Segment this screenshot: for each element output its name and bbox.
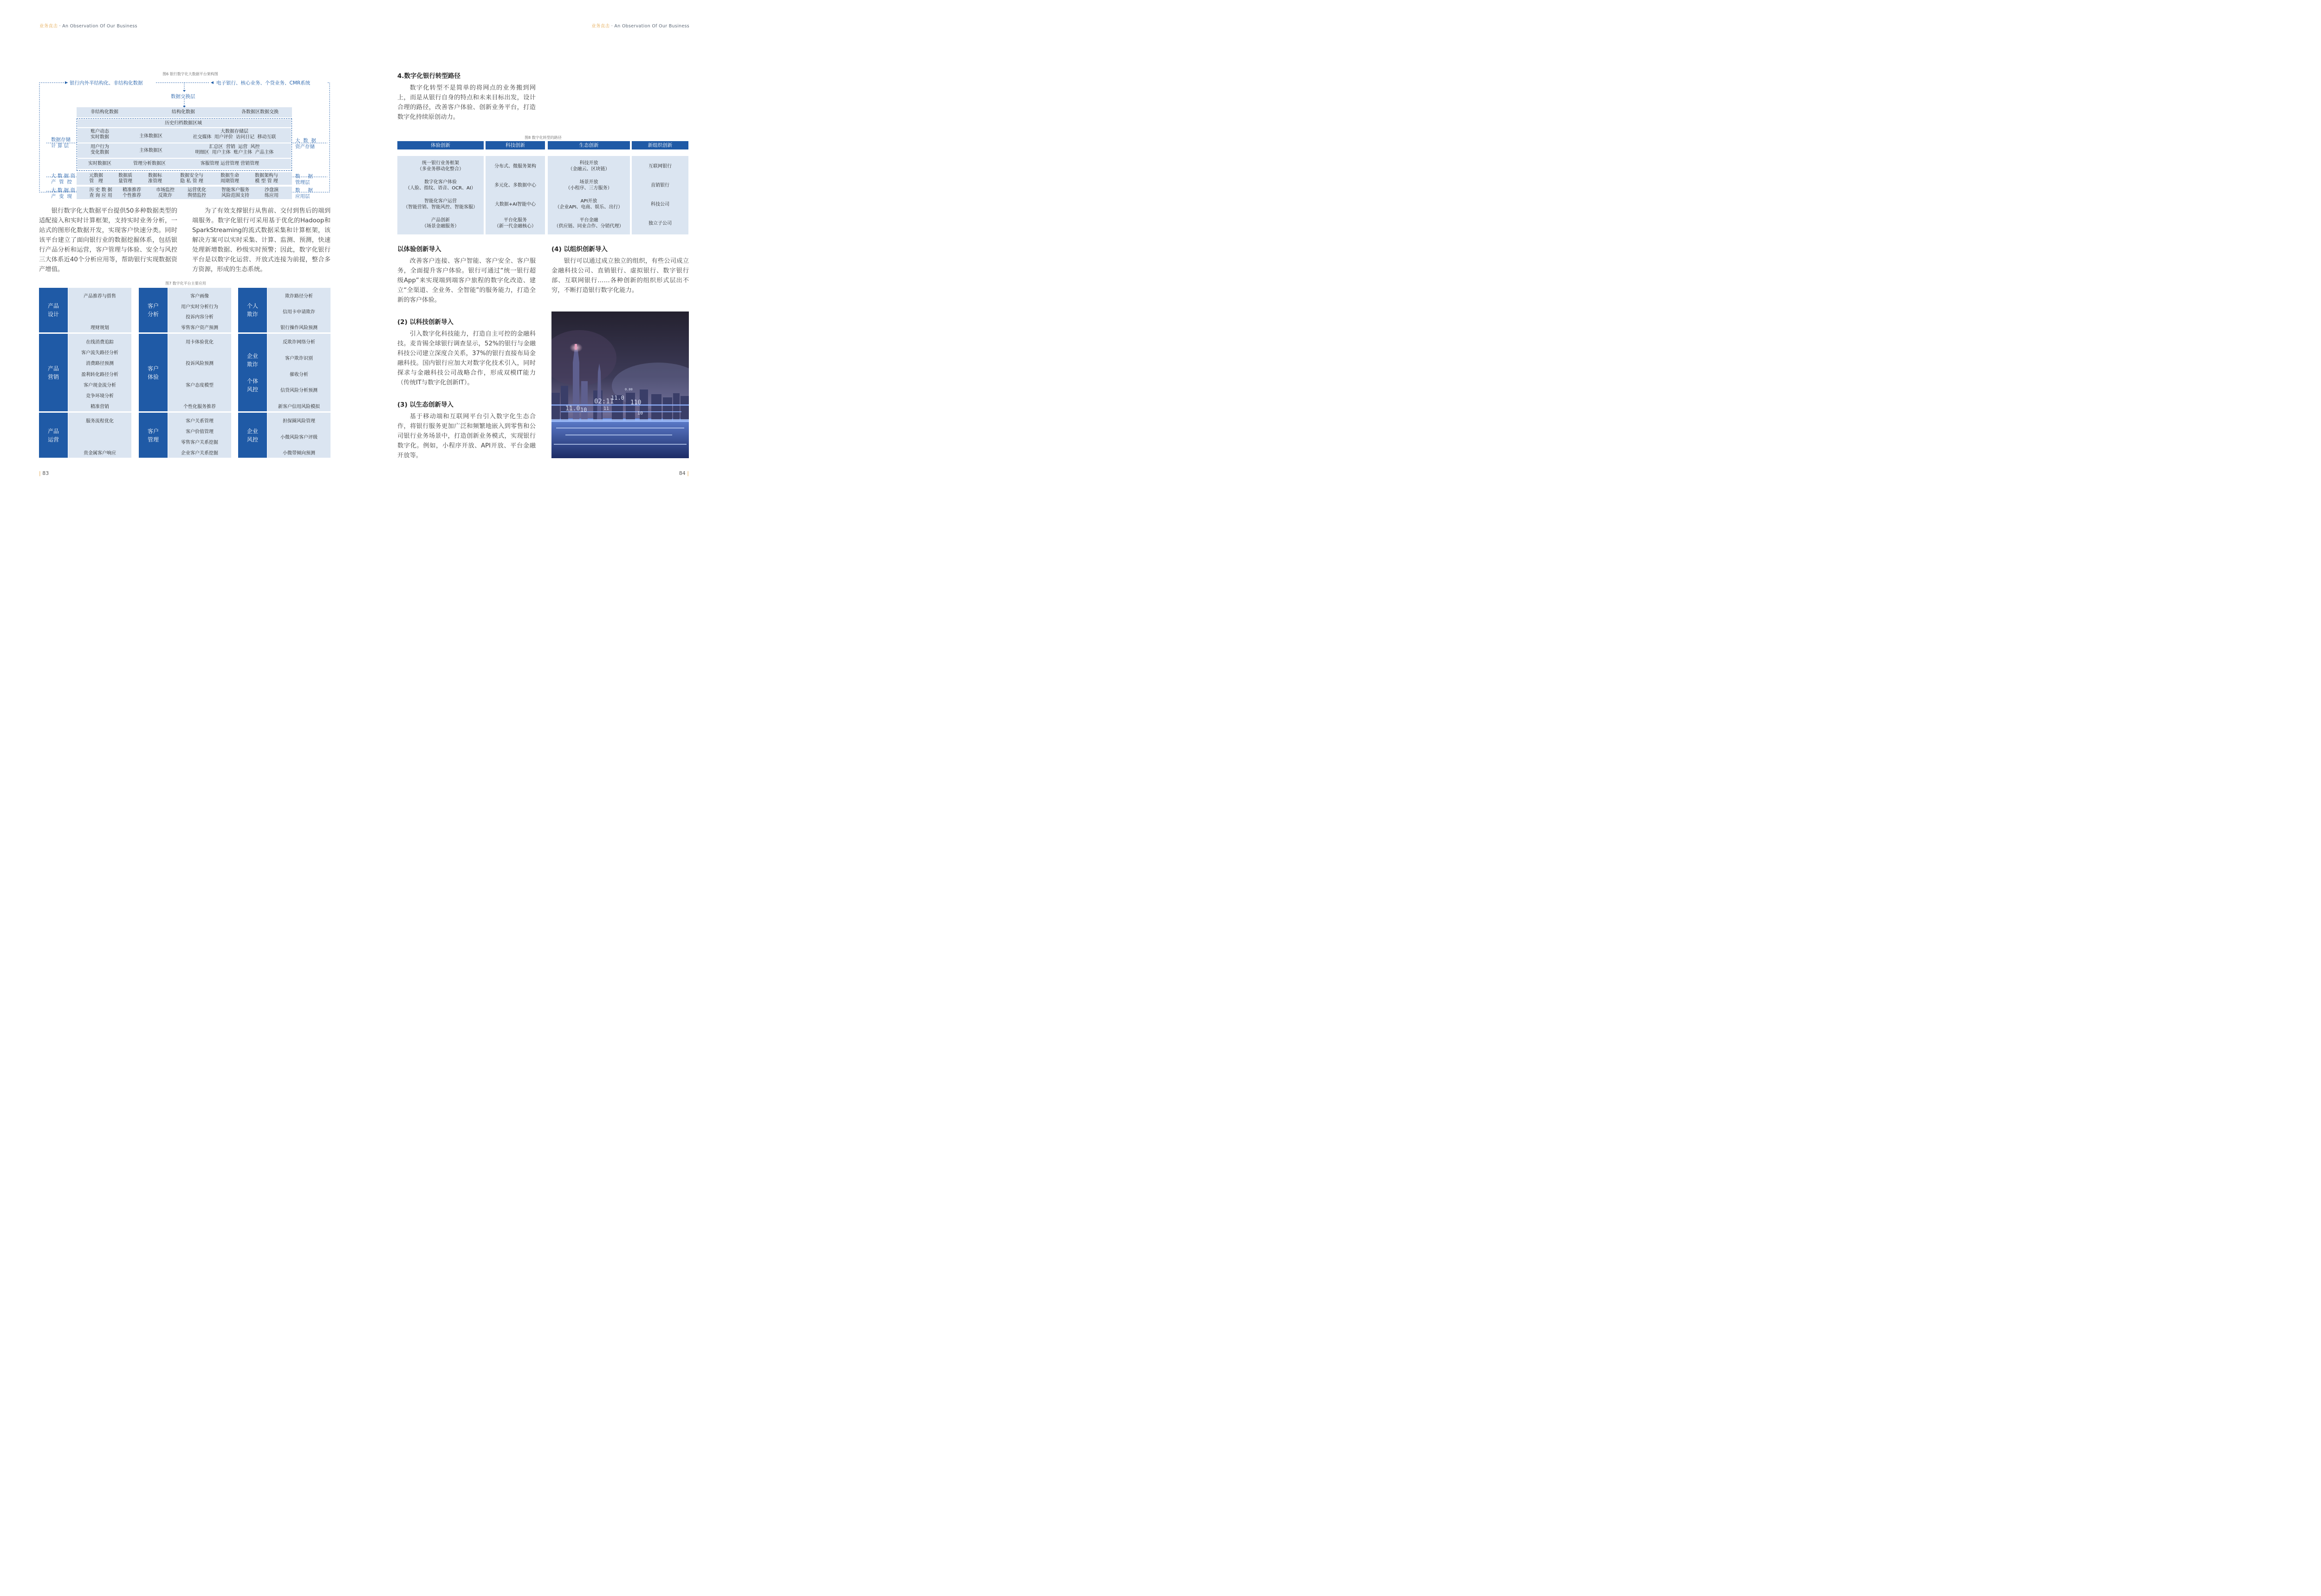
fig6-cell: 管理分析数据区 [133, 161, 166, 166]
app-item: 银行操作风险预测 [280, 325, 318, 331]
heading-4: (4) 以组织创新导入 [551, 246, 608, 253]
app-item: 客户价值管理 [186, 429, 214, 435]
fig8-item: 大数据+AI智能中心 [494, 202, 536, 207]
app-item: 信用卡申请欺诈 [283, 310, 315, 315]
fig6-cell: 主体数据区 [139, 134, 162, 139]
app-items-box [168, 334, 231, 411]
fig6-right-label-3: 数 据 应用层 [295, 188, 313, 199]
fig6-cell: 智能客户服务 风险范围支持 [221, 188, 249, 198]
app-category-label: 产品 设计 [39, 288, 68, 332]
app-item: 盈利转化路径分析 [81, 372, 118, 377]
fig7-caption: 图7 数字化平台主要应用 [165, 281, 206, 285]
app-item: 催收分析 [290, 372, 308, 377]
fig6-cell: 用户行为 变化数据 [91, 144, 109, 155]
fig6-right-label-2: 数 据 管理层 [295, 174, 313, 185]
app-item: 反欺诈网络分析 [283, 340, 315, 345]
app-category-label: 产品 营销 [39, 334, 68, 411]
app-item: 理财规划 [91, 325, 109, 331]
fig6-cell: 汇总区 营销 运营 风控 明细区 用户主体 账户主体 产品主体 [195, 144, 274, 155]
app-category-label: 客户 分析 [139, 288, 168, 332]
app-item: 新客户信用风险模拟 [278, 404, 320, 409]
fig6-cell: 运营优化 舆情监控 [188, 188, 206, 198]
fig8-item: API开放 （企业API、电商、娱乐、出行） [555, 199, 623, 210]
app-item: 客户欺诈识别 [285, 356, 313, 361]
fig8-item: 直销银行 [651, 183, 669, 188]
fig8-item: 独立子公司 [648, 221, 672, 226]
fig8-item: 数字化客户体验 （人脸、指纹、语音、OCR、AI） [405, 180, 476, 191]
photo-digit-overlay: 11.0 [565, 405, 580, 412]
photo-digit-overlay: 110 [630, 399, 642, 406]
fig6-cell: 非结构化数据 [91, 110, 118, 115]
app-item: 零售客户关系挖掘 [181, 440, 218, 445]
fig6-left-label-2: 大 数 据 资 产 管 控 [51, 173, 76, 185]
app-item: 产品推荐与搭售 [84, 294, 116, 299]
photo-digit-overlay: 10 [637, 411, 643, 416]
fig8-item: 科技开放 （金融云、区块链） [568, 161, 610, 172]
photo-digit-overlay: 11 [603, 406, 609, 411]
app-item: 客户画像 [190, 294, 209, 299]
fig6-cell: 数据质 量管理 [118, 173, 132, 184]
fig6-caption: 图6 银行数字化大数据平台架构图 [162, 72, 218, 76]
app-category-label: 个人 欺诈 [238, 288, 267, 332]
fig6-cell: 数据标 准管理 [148, 173, 162, 184]
app-category-label: 企业 欺诈 个体 风控 [238, 334, 267, 411]
fig6-cell: 市场监控 反欺诈 [156, 188, 175, 198]
app-item: 个性化服务推荐 [183, 404, 216, 409]
fig8-item: 平台金融 （供应链、同业合作、分销代理） [554, 218, 624, 229]
fig8-item: 多元化、多数据中心 [494, 183, 536, 188]
fig8-item: 智能化客户运营 （智能营销、智能风控、智能客服） [403, 199, 478, 210]
app-item: 用户实时分析行为 [181, 304, 218, 310]
fig8-item: 分布式、微服务架构 [494, 164, 536, 169]
fig8-header: 生态创新 [548, 141, 630, 149]
fig6-cell: 账户动态 实时数据 [91, 129, 109, 140]
app-item: 贵金属客户响应 [84, 451, 116, 456]
app-category-label: 客户 管理 [139, 413, 168, 458]
fig8-item: 互联网银行 [648, 164, 672, 169]
page-number-left: | 83 [39, 470, 49, 476]
fig6-cell: 数据架构与 模 型 管 理 [255, 173, 278, 184]
paragraph-4: 银行可以通过成立独立的组织，有些公司成立金融科技公司、直销银行、虚拟银行、数字银行部、互联网银行……各种创新的组织形式层出不穷，不断打造银行数字化能力。 [551, 258, 689, 294]
app-item: 用卡体验优化 [186, 340, 214, 345]
app-item: 投诉内容分析 [186, 315, 214, 320]
fig6-left-label-1: 数据存储 计 算 层 [51, 137, 71, 149]
photo-digit-overlay: 02:11 [594, 398, 614, 405]
fig6-cell: 实时数据区 [88, 161, 111, 166]
paragraph-2: 引入数字化科技能力，打造自主可控的金融科技。麦肯锡全球银行调查显示，52%的银行与金融科技公司建立深度合关系，37%的银行直接布局金融科技。国内银行应加大对数字化技术引入，同时探求与金融科技公司战略合作，形成双模IT能力（传统IT与数字化创新IT）。 [397, 331, 536, 386]
fig6-cell: 各数据区数据交换 [241, 110, 279, 115]
fig6-left-label-3: 大 数 据 资 产 变 现 [51, 188, 76, 199]
page-number-right: 84 | [679, 470, 689, 476]
app-item: 服务流程优化 [86, 419, 114, 424]
intro-paragraph: 数字化转型不是简单的将网点的业务搬到网上，而是从银行自身的特点和未来目标出发，设计合理的路径，改善客户体验、创新业务平台，打造数字化持续原创动力。 [397, 84, 536, 121]
fig8-item: 科技公司 [651, 202, 669, 207]
left-paragraph-2: 为了有效支撑银行从售前、交付到售后的端到端服务。数字化银行可采用基于优化的Hadoop和SparkStreaming的流式数据采集和计算框架，该解决方案可以实时采集、计算、监测、预测，快速处理新增数据、秒级实时预警；因此，数字化银行平台是以数字化运营、开放式连接为前提，整合多方资源，形成的生态系统。 [192, 208, 331, 273]
app-category-label: 客户 体验 [139, 334, 168, 411]
app-item: 消费路径预测 [86, 361, 114, 367]
left-paragraph-1: 银行数字化大数据平台提供50多种数据类型的适配接入和实时计算框架，支持实时业务分析，一站式的图形化数据开发，实现客户快速分类。同时该平台建立了面向银行业的数据挖掘体系，包括银行产品分析和运营，客户管理与体验、安全与风控三大体系近40个分析应用等，帮助银行实现数据资产增值。 [39, 208, 177, 273]
paragraph-3: 基于移动端和互联网平台引入数字化生态合作，将银行服务更加广泛和频繁地嵌入到零售和公司银行业务场景中，打造创新业务模式，实现银行数字化。例如，小程序开放、API开放、平台金融开放等。 [397, 413, 536, 459]
header-right: 业务直击 · An Observation Of Our Business [591, 24, 689, 29]
app-item: 客户关系管理 [186, 419, 214, 424]
fig8-header: 体验创新 [397, 141, 484, 149]
fig6-cell: 元数据 管 理 [89, 173, 103, 184]
city-skyline-photo [551, 311, 689, 458]
fig8-item: 场景开放 （小程序、三方服务） [565, 180, 612, 191]
fig8-item: 统一银行业务框架 （多业务移动化整合） [417, 161, 464, 172]
header-left: 业务直击 · An Observation Of Our Business [39, 24, 137, 29]
fig6-cell: 历 史 数 据 查 询 应 用 [89, 188, 112, 198]
photo-digit-overlay: 0.00 [625, 388, 633, 391]
fig8-header: 科技创新 [486, 141, 545, 149]
app-item: 小微带倾向预测 [283, 451, 315, 456]
app-item: 担保圈风险管理 [283, 419, 315, 424]
photo-digit-overlay: 11.0 [611, 395, 624, 401]
fig6-cell: 数据生命 周期管理 [220, 173, 239, 184]
photo-digit-overlay: 10 [580, 407, 587, 413]
heading-2: (2) 以科技创新导入 [397, 318, 454, 326]
fig6-top-left: 银行内外半结构化、非结构化数据 [70, 80, 143, 86]
app-item: 零售客户资产预测 [181, 325, 218, 331]
fig6-cell: 客服管理 运营管理 营销管理 [200, 161, 259, 166]
fig8-caption: 图8 数字化转型的路径 [525, 136, 562, 140]
heading-3: (3) 以生态创新导入 [397, 401, 454, 409]
app-item: 欺诈路径分析 [285, 294, 313, 299]
heading-1: 以体验创新导入 [397, 246, 441, 253]
app-item: 客户现金流分析 [84, 383, 116, 388]
app-item: 在线消费追踪 [86, 340, 114, 345]
fig6-cell: 大数据存储层 社交媒体 用户评价 访问日记 移动互联 [193, 129, 276, 140]
fig6-top-right: 电子银行、核心业务、个贷业务、CMR系统 [216, 80, 311, 86]
fig6-cell: 沙盘演 练应用 [265, 188, 279, 198]
app-item: 客户流失路径分析 [81, 350, 118, 356]
app-item: 小微风险客户评级 [280, 435, 318, 440]
app-item: 精准营销 [91, 404, 109, 409]
fig6-cell: 数据安全与 隐 私 管 理 [180, 173, 203, 184]
fig6-cell: 主体数据区 [139, 148, 162, 153]
fig6-cell: 精准推荐 个性推荐 [123, 188, 141, 198]
app-item: 投诉风险预测 [186, 361, 214, 367]
app-category-label: 产品 运营 [39, 413, 68, 458]
app-item: 信贷风险分析预测 [280, 388, 318, 394]
fig6-right-label-1: 大 数 据 资产存储 [295, 138, 316, 149]
fig8-item: 产品创新 （场景金融服务） [422, 218, 459, 229]
fig6-cell: 结构化数据 [172, 110, 195, 115]
paragraph-1: 改善客户连接、客户智能、客户安全、客户服务，全面提升客户体验。银行可通过“统一银行超级App”来实现端到端客户旅程的数字化改造、建立“全渠道、全业务、全智能”的服务能力，打造全新的客户体验。 [397, 258, 536, 304]
fig8-header: 新组织创新 [632, 141, 688, 149]
app-item: 客户态度模型 [186, 383, 214, 388]
app-category-label: 企业 风控 [238, 413, 267, 458]
fig6-history: 历史归档数据区域 [165, 121, 202, 126]
section-title: 4.数字化银行转型路径 [397, 72, 461, 80]
app-item: 企业客户关系挖掘 [181, 451, 218, 456]
fig6-exchange: 数据交换层 [171, 94, 195, 99]
app-item: 竞争环境分析 [86, 393, 114, 399]
fig8-item: 平台化服务 （新一代金融核心） [494, 218, 536, 229]
